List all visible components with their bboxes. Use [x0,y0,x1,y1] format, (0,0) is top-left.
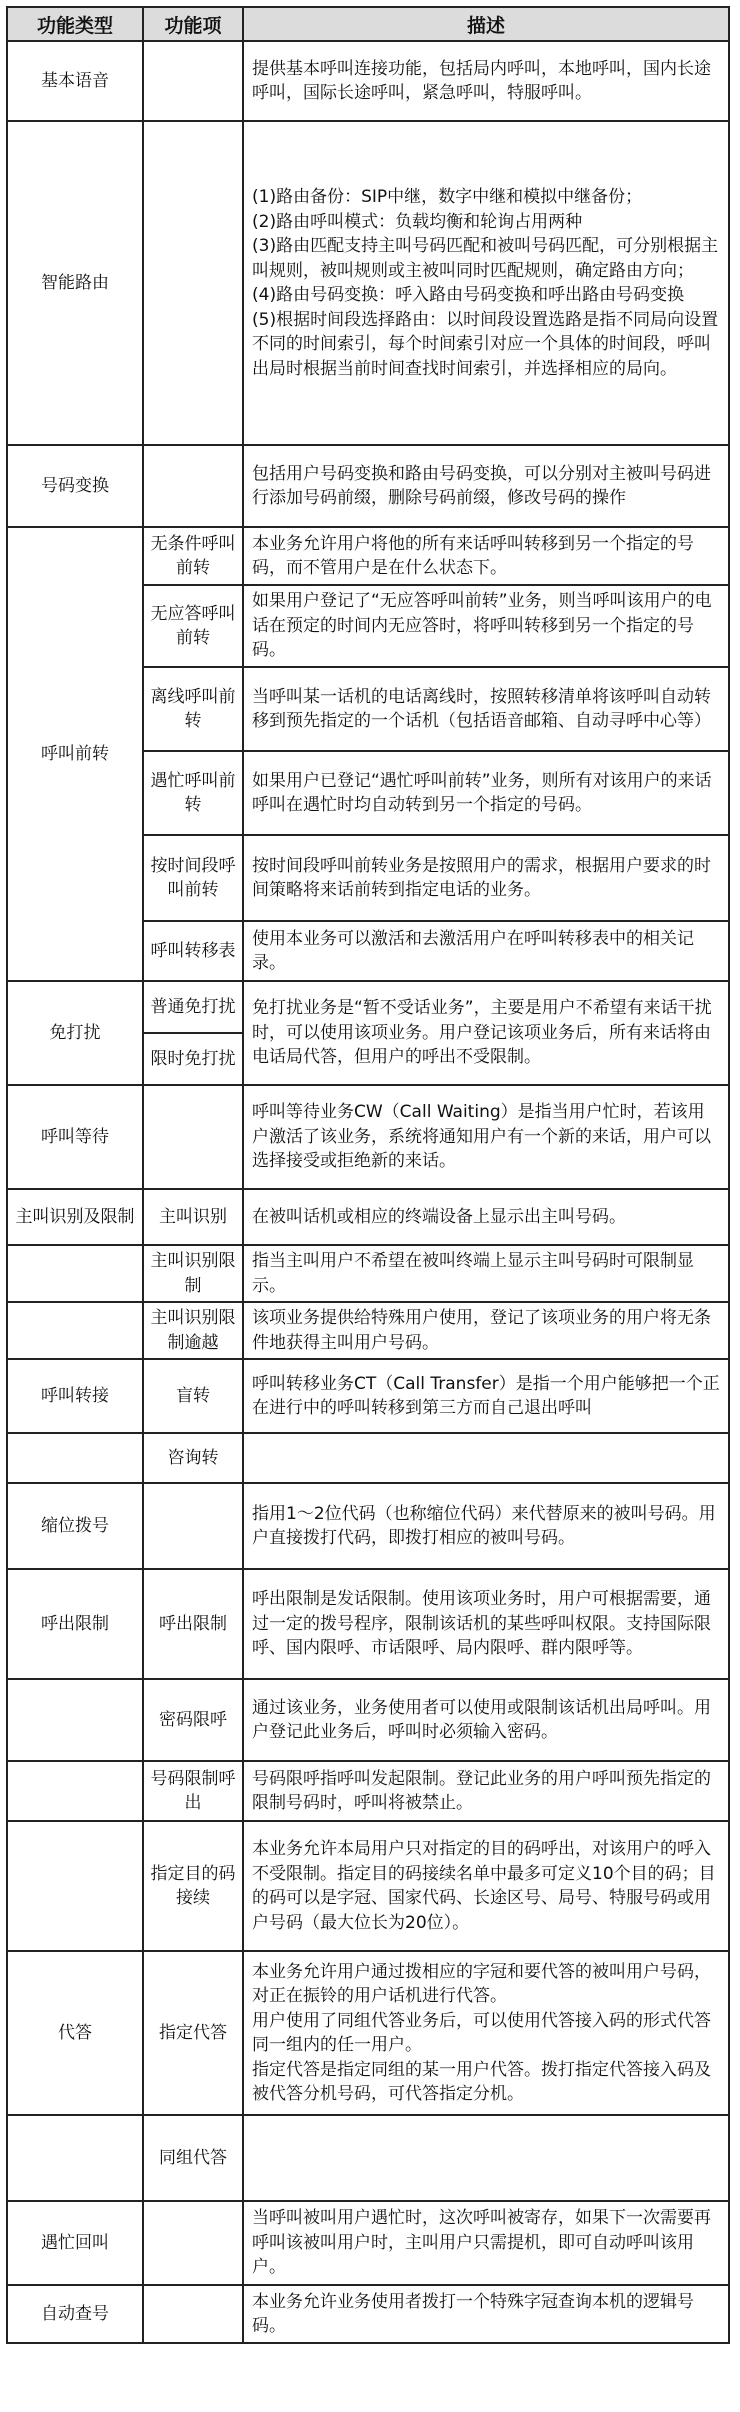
description-cell [243,527,729,585]
function-type-cell [7,1245,143,1302]
description-cell [243,921,729,981]
function-item-cell: 盲转 [143,1359,243,1433]
header-function-item: 功能项 [143,7,243,41]
description-cell [243,1433,729,1483]
description-text: 该项业务提供给特殊用户使用，登记了该项业务的用户将无条件地获得主叫用户号码。 [252,1308,711,1353]
table-row [7,1679,729,1761]
function-item-cell [143,2285,243,2343]
description-text: 指用1～2位代码（也称缩位代码）来代替原来的被叫号码。用户直接拨打代码，即拨打相应的被叫号码。 [252,1503,716,1548]
description-cell [243,1761,729,1821]
function-type-cell: 呼叫转接 [7,1359,143,1433]
function-type-cell: 号码变换 [7,445,143,527]
table-row [7,121,729,445]
table-row [7,1189,729,1245]
description-text: 包括用户号码变换和路由号码变换，可以分别对主被叫号码进行添加号码前缀，删除号码前缀，修改号码的操作 [252,463,711,508]
function-type-cell: 呼出限制 [7,1569,143,1679]
description-cell [243,1359,729,1433]
function-item-cell: 无应答呼叫前转 [143,585,243,667]
description-text: (1)路由备份：SIP中继，数字中继和模拟中继备份； [252,187,643,207]
table-row [7,1433,729,1483]
description-cell [243,981,729,1085]
function-item-cell [143,2201,243,2285]
description-text: 指定代答是指定同组的某一用户代答。拨打指定代答接入码及被代答分机号码，可代答指定分机。 [252,2059,711,2104]
description-cell [243,1483,729,1569]
table-row [7,2201,729,2285]
table-row [7,2115,729,2201]
description-text: 通过该业务，业务使用者可以使用或限制该话机出局呼叫。用户登记此业务后，呼叫时必须输入密码。 [252,1697,711,1742]
description-cell [243,1821,729,1951]
description-text: 本业务允许用户将他的所有来话呼叫转移到另一个指定的号码，而不管用户是在什么状态下。 [252,533,694,578]
table-row [7,41,729,121]
function-type-cell: 智能路由 [7,121,143,445]
header-description: 描述 [243,7,729,41]
function-type-cell [7,1302,143,1359]
description-text: 呼出限制是发话限制。使用该项业务时，用户可根据需要，通过一定的拨号程序，限制该话机的某些呼叫权限。支持国际限呼、国内限呼、市话限呼、局内限呼、群内限呼等。 [252,1589,711,1659]
description-cell [243,1679,729,1761]
function-type-cell: 缩位拨号 [7,1483,143,1569]
function-item-cell: 呼出限制 [143,1569,243,1679]
table-row [7,1302,729,1359]
description-text: 呼叫等待业务CW（Call Waiting）是指当用户忙时，若该用户激活了该业务，系统将通知用户有一个新的来话，用户可以选择接受或拒绝新的来话。 [252,1102,711,1172]
description-cell [243,2115,729,2201]
feature-table [6,6,730,2344]
description-cell [243,667,729,751]
description-text: 用户使用了同组代答业务后，可以使用代答接入码的形式代答同一组内的任一用户。 [252,2010,711,2055]
function-type-cell: 自动查号 [7,2285,143,2343]
description-text: (5)根据时间段选择路由：以时间段设置选路是指不同局向设置不同的时间索引，每个时间索引对应一个具体的时间段，呼叫出局时根据当前时间查找时间索引，并选择相应的局向。 [252,309,719,379]
description-cell [243,1245,729,1302]
description-cell [243,751,729,835]
function-item-cell: 指定目的码接续 [143,1821,243,1951]
description-text: 当呼叫某一话机的电话离线时，按照转移清单将该呼叫自动转移到预先指定的一个话机（包括语音邮箱、自动寻呼中心等） [252,686,711,731]
function-item-cell: 限时免打扰 [143,1033,243,1085]
function-type-cell: 呼叫等待 [7,1085,143,1189]
description-text: 本业务允许本局用户只对指定的目的码呼出，对该用户的呼入不受限制。指定目的码接续名单中最多可定义10个目的码；目的码可以是字冠、国家代码、长途区号、局号、特服号码或用户号码（最大位长为20位）。 [252,1839,716,1933]
description-text: 呼叫转移业务CT（Call Transfer）是指一个用户能够把一个正在进行中的呼叫转移到第三方而自己退出呼叫 [252,1373,720,1418]
description-cell [243,445,729,527]
table-header-row [7,7,729,41]
function-item-cell [143,445,243,527]
function-item-cell: 无条件呼叫前转 [143,527,243,585]
table-row [7,1951,729,2115]
description-text: 在被叫话机或相应的终端设备上显示出主叫号码。 [252,1206,626,1227]
function-item-cell [143,1483,243,1569]
description-cell [243,1951,729,2115]
table-row [7,1483,729,1569]
function-item-cell: 咨询转 [143,1433,243,1483]
description-text: 免打扰业务是“暂不受话业务”，主要是用户不希望有来话干扰时，可以使用该项业务。用户登记该项业务后，所有来话将由电话局代答，但用户的呼出不受限制。 [252,998,712,1068]
function-item-cell: 密码限呼 [143,1679,243,1761]
table-row [7,1569,729,1679]
function-type-cell [7,2115,143,2201]
description-text: 当呼叫被叫用户遇忙时，这次呼叫被寄存，如果下一次需要再呼叫该被叫用户时，主叫用户只需提机，即可自动呼叫该用户。 [252,2208,711,2278]
description-cell [243,2201,729,2285]
function-item-cell: 主叫识别限制 [143,1245,243,1302]
description-cell [243,2285,729,2343]
table-row [7,445,729,527]
function-item-cell: 呼叫转移表 [143,921,243,981]
function-type-cell: 呼叫前转 [7,527,143,981]
table-row [7,1245,729,1302]
description-text: 指当主叫用户不希望在被叫终端上显示主叫号码时可限制显示。 [252,1251,694,1296]
function-type-cell: 主叫识别及限制 [7,1189,143,1245]
description-cell [243,1189,729,1245]
function-type-cell: 基本语音 [7,41,143,121]
description-text: 本业务允许业务使用者拨打一个特殊字冠查询本机的逻辑号码。 [252,2291,694,2336]
description-cell [243,835,729,921]
description-cell [243,1569,729,1679]
description-cell [243,1302,729,1359]
function-item-cell: 主叫识别 [143,1189,243,1245]
table-row [7,527,729,585]
function-item-cell [143,1085,243,1189]
description-text: 使用本业务可以激活和去激活用户在呼叫转移表中的相关记录。 [252,928,694,973]
description-cell [243,41,729,121]
function-type-cell [7,1433,143,1483]
description-text: (4)路由号码变换：呼入路由号码变换和呼出路由号码变换 [252,285,685,305]
description-text: 按时间段呼叫前转业务是按照用户的需求，根据用户要求的时间策略将来话前转到指定电话的业务。 [252,855,711,900]
table-row [7,1085,729,1189]
table-row [7,2285,729,2343]
table-row [7,1761,729,1821]
function-item-cell: 指定代答 [143,1951,243,2115]
function-item-cell: 号码限制呼出 [143,1761,243,1821]
description-text: (3)路由匹配支持主叫号码匹配和被叫号码匹配，可分别根据主叫规则，被叫规则或主被叫同时匹配规则，确定路由方向； [252,236,719,281]
function-item-cell: 同组代答 [143,2115,243,2201]
description-text: 如果用户已登记“遇忙呼叫前转”业务，则所有对该用户的来话呼叫在遇忙时均自动转到另一个指定的号码。 [252,770,712,815]
description-text: (2)路由呼叫模式：负载均衡和轮询占用两种 [252,211,583,232]
function-type-cell: 免打扰 [7,981,143,1085]
description-cell [243,585,729,667]
function-type-cell: 代答 [7,1951,143,2115]
function-type-cell: 遇忙回叫 [7,2201,143,2285]
table-row [7,1359,729,1433]
description-text: 本业务允许用户通过拨相应的字冠和要代答的被叫用户号码，对正在振铃的用户话机进行代答。 [252,1961,711,2006]
description-text: 号码限呼指呼叫发起限制。登记此业务的用户呼叫预先指定的限制号码时，呼叫将被禁止。 [252,1768,711,1813]
table-row [7,981,729,1033]
description-cell [243,121,729,445]
function-type-cell [7,1761,143,1821]
header-function-type: 功能类型 [7,7,143,41]
function-item-cell: 遇忙呼叫前转 [143,751,243,835]
feature-table-container [6,6,728,2344]
description-text: 提供基本呼叫连接功能，包括局内呼叫，本地呼叫，国内长途呼叫，国际长途呼叫，紧急呼叫，特服呼叫。 [252,58,711,103]
description-text: 如果用户登记了“无应答呼叫前转”业务，则当呼叫该用户的电话在预定的时间内无应答时，将呼叫转移到另一个指定的号码。 [252,591,712,661]
function-item-cell: 离线呼叫前转 [143,667,243,751]
function-item-cell [143,41,243,121]
function-type-cell [7,1821,143,1951]
table-row [7,1821,729,1951]
function-item-cell [143,121,243,445]
function-item-cell: 普通免打扰 [143,981,243,1033]
function-type-cell [7,1679,143,1761]
function-item-cell: 主叫识别限制逾越 [143,1302,243,1359]
description-cell [243,1085,729,1189]
function-item-cell: 按时间段呼叫前转 [143,835,243,921]
